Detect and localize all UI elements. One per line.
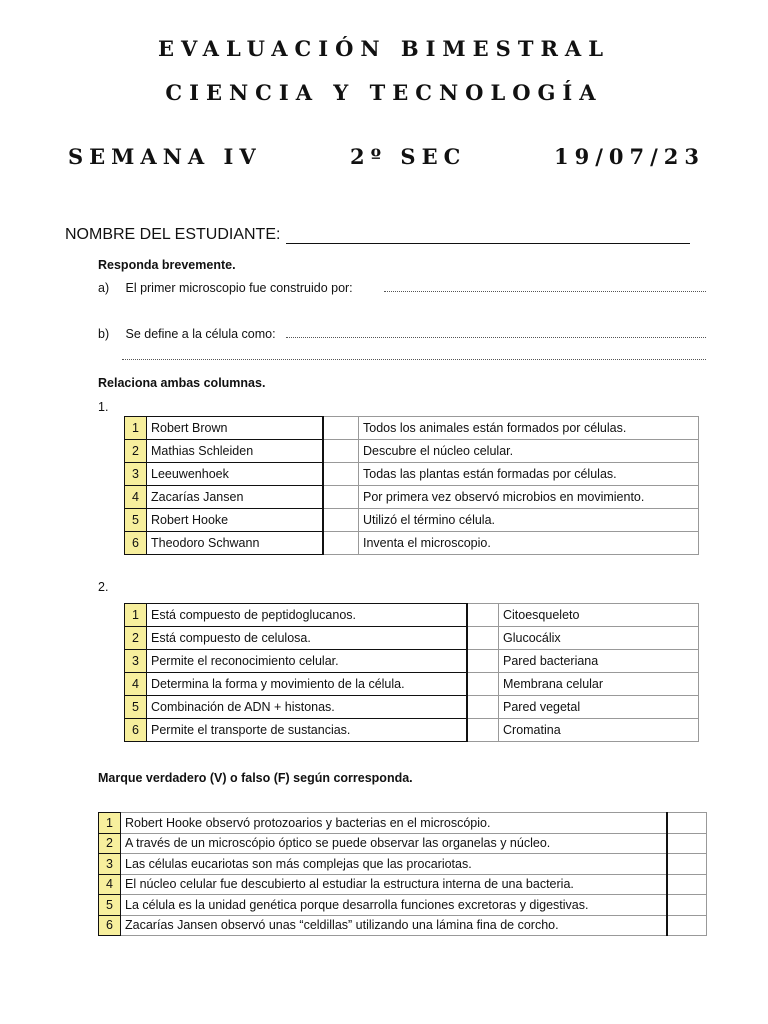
match-row (125, 719, 699, 742)
answer-blank[interactable] (467, 650, 499, 673)
week-label: SEMANA IV (68, 144, 262, 169)
left-column-item: Permite el reconocimiento celular. (147, 650, 467, 673)
question-a-text: El primer microscopio fue construido por: (125, 281, 353, 295)
answer-b-line-1[interactable] (286, 335, 706, 338)
row-number: 3 (125, 463, 147, 486)
right-column-item: Glucocálix (499, 627, 699, 650)
right-column-item: Inventa el microscopio. (359, 532, 699, 555)
question-b (98, 327, 276, 341)
right-column-item: Todas las plantas están formadas por células. (359, 463, 699, 486)
statement-row (99, 833, 707, 854)
true-false-answer-box[interactable] (667, 833, 707, 854)
match-row (125, 604, 699, 627)
left-column-item: Robert Hooke (147, 509, 323, 532)
left-column-item: Determina la forma y movimiento de la célula. (147, 673, 467, 696)
row-number: 6 (125, 719, 147, 742)
right-column-item: Cromatina (499, 719, 699, 742)
answer-blank[interactable] (323, 486, 359, 509)
question-a-label: a) (98, 281, 110, 295)
match-row (125, 696, 699, 719)
question-b-text: Se define a la célula como: (125, 327, 276, 341)
student-name-line[interactable] (286, 229, 690, 244)
right-column-item: Descubre el núcleo celular. (359, 440, 699, 463)
match-row (125, 463, 699, 486)
match-row (125, 509, 699, 532)
statement-row (99, 895, 707, 916)
answer-blank[interactable] (323, 532, 359, 555)
student-name-label: NOMBRE DEL ESTUDIANTE: (65, 226, 281, 243)
statement-text: El núcleo celular fue descubierto al estudiar la estructura interna de una bacteria. (121, 874, 667, 895)
row-number: 1 (125, 604, 147, 627)
answer-blank[interactable] (467, 627, 499, 650)
row-number: 2 (125, 627, 147, 650)
question-a (98, 281, 353, 295)
answer-blank[interactable] (467, 719, 499, 742)
statement-row (99, 874, 707, 895)
row-number: 2 (99, 833, 121, 854)
right-column-item: Membrana celular (499, 673, 699, 696)
match-part1-label: 1. (98, 400, 109, 414)
match-row (125, 486, 699, 509)
grade-label: 2º SEC (350, 144, 467, 169)
row-number: 5 (99, 895, 121, 916)
right-column-item: Utilizó el término célula. (359, 509, 699, 532)
match-row (125, 532, 699, 555)
exam-info-row (68, 144, 708, 174)
left-column-item: Leeuwenhoek (147, 463, 323, 486)
true-false-table (98, 812, 707, 936)
left-column-item: Permite el transporte de sustancias. (147, 719, 467, 742)
left-column-item: Robert Brown (147, 417, 323, 440)
answer-blank[interactable] (323, 417, 359, 440)
match-row (125, 627, 699, 650)
row-number: 4 (99, 874, 121, 895)
row-number: 3 (125, 650, 147, 673)
match-row (125, 650, 699, 673)
statement-row (99, 813, 707, 834)
right-column-item: Por primera vez observó microbios en movimiento. (359, 486, 699, 509)
row-number: 6 (125, 532, 147, 555)
left-column-item: Combinación de ADN + histonas. (147, 696, 467, 719)
question-b-label: b) (98, 327, 110, 341)
subject-title: CIENCIA Y TECNOLOGÍA (165, 80, 603, 105)
true-false-answer-box[interactable] (667, 915, 707, 936)
statement-text: A través de un microscópio óptico se puede observar las organelas y núcleo. (121, 833, 667, 854)
match-table-1 (124, 416, 699, 555)
answer-blank[interactable] (467, 673, 499, 696)
exam-title: EVALUACIÓN BIMESTRAL (157, 36, 610, 61)
statement-text: Las células eucariotas son más complejas que las procariotas. (121, 854, 667, 875)
answer-blank[interactable] (323, 440, 359, 463)
section-brief-answers-heading: Responda brevemente. (98, 258, 236, 272)
left-column-item: Está compuesto de celulosa. (147, 627, 467, 650)
row-number: 5 (125, 509, 147, 532)
true-false-answer-box[interactable] (667, 874, 707, 895)
true-false-answer-box[interactable] (667, 813, 707, 834)
statement-text: Zacarías Jansen observó unas “celdillas” utilizando una lámina fina de corcho. (121, 915, 667, 936)
student-name-field[interactable] (65, 226, 690, 244)
section-match-heading: Relaciona ambas columnas. (98, 376, 266, 390)
row-number: 1 (99, 813, 121, 834)
row-number: 3 (99, 854, 121, 875)
match-row (125, 673, 699, 696)
left-column-item: Theodoro Schwann (147, 532, 323, 555)
match-row (125, 417, 699, 440)
statement-row (99, 854, 707, 875)
row-number: 4 (125, 673, 147, 696)
match-part2-label: 2. (98, 580, 109, 594)
answer-blank[interactable] (323, 463, 359, 486)
statement-row (99, 915, 707, 936)
section-true-false-heading: Marque verdadero (V) o falso (F) según corresponda. (98, 771, 413, 785)
answer-b-line-2[interactable] (122, 357, 706, 360)
match-table-2 (124, 603, 699, 742)
statement-text: Robert Hooke observó protozoarios y bacterias en el microscópio. (121, 813, 667, 834)
answer-blank[interactable] (323, 509, 359, 532)
row-number: 1 (125, 417, 147, 440)
row-number: 6 (99, 915, 121, 936)
date-label: 19/07/23 (554, 144, 706, 169)
answer-blank[interactable] (467, 604, 499, 627)
row-number: 5 (125, 696, 147, 719)
row-number: 2 (125, 440, 147, 463)
left-column-item: Mathias Schleiden (147, 440, 323, 463)
right-column-item: Pared vegetal (499, 696, 699, 719)
left-column-item: Está compuesto de peptidoglucanos. (147, 604, 467, 627)
answer-a-line[interactable] (384, 289, 706, 292)
answer-blank[interactable] (467, 696, 499, 719)
true-false-answer-box[interactable] (667, 895, 707, 916)
left-column-item: Zacarías Jansen (147, 486, 323, 509)
match-row (125, 440, 699, 463)
right-column-item: Pared bacteriana (499, 650, 699, 673)
row-number: 4 (125, 486, 147, 509)
statement-text: La célula es la unidad genética porque desarrolla funciones excretoras y digestivas. (121, 895, 667, 916)
right-column-item: Todos los animales están formados por células. (359, 417, 699, 440)
right-column-item: Citoesqueleto (499, 604, 699, 627)
true-false-answer-box[interactable] (667, 854, 707, 875)
